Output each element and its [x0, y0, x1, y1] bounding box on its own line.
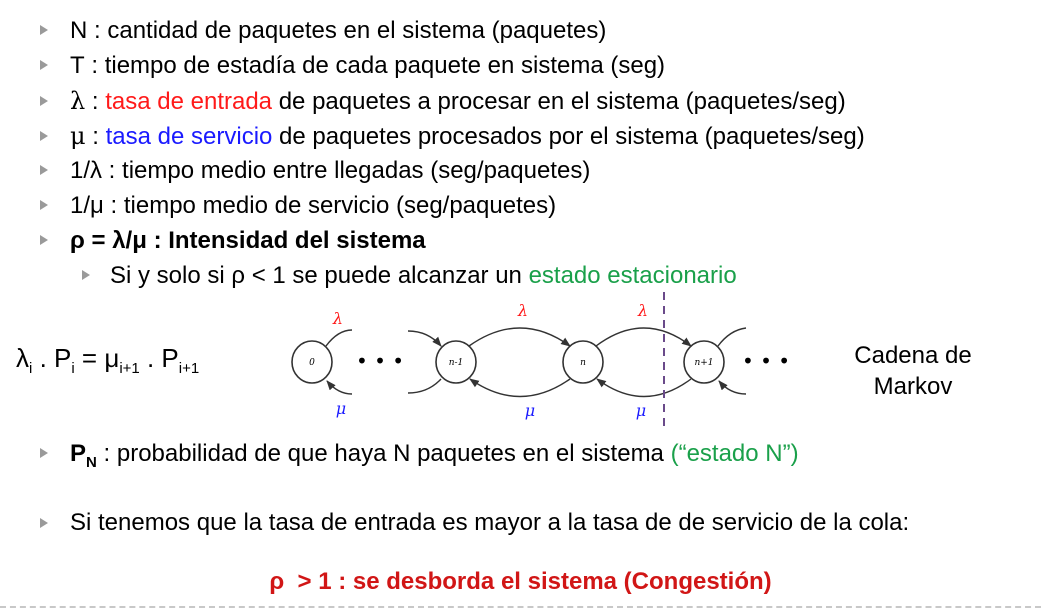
- index-i-plus-1: i+1: [119, 360, 140, 377]
- mu-label: μ: [524, 401, 536, 420]
- formula-part: = μ: [74, 343, 120, 373]
- symbol: T: [70, 52, 85, 79]
- bullet-triangle-icon: [40, 60, 48, 70]
- index-i-plus-1: i+1: [178, 360, 200, 377]
- node-label: n-1: [448, 358, 464, 368]
- bullet-triangle-icon: [82, 270, 90, 280]
- symbol: N: [70, 17, 88, 44]
- bullet-rho: [40, 227, 426, 255]
- definition: cantidad de paquetes en el sistema (paquetes): [107, 17, 607, 44]
- lambda-symbol: λ: [16, 343, 29, 373]
- mu-label: μ: [335, 399, 347, 418]
- bullet-t: [40, 52, 665, 80]
- markov-label-line2: Markov: [873, 373, 953, 400]
- arrow-n-to-n-plus-1: [596, 328, 691, 346]
- definition: de paquetes procesados por el sistema (paquetes/seg): [272, 123, 865, 150]
- definition: de paquetes a procesar en el sistema (paquetes/seg): [272, 88, 846, 115]
- entry-rate-highlight: tasa de entrada: [105, 88, 273, 115]
- formula-part: . P: [139, 343, 179, 373]
- bullet-mu: [40, 122, 865, 151]
- pn-definition: : probabilidad de que haya N paquetes en el sistema: [96, 440, 671, 467]
- congestion-premise: [40, 509, 1000, 536]
- arrow-n-plus-1-out: [718, 328, 746, 346]
- ellipsis-left: • • •: [355, 349, 405, 373]
- bullet-n: [40, 17, 606, 45]
- bullet-triangle-icon: [40, 131, 48, 141]
- bullet-triangle-icon: [40, 518, 48, 528]
- arrow-n-plus-1-to-n: [597, 379, 691, 397]
- bullet-pn: [40, 440, 799, 477]
- separator: :: [85, 88, 106, 115]
- markov-node-n: [563, 341, 603, 383]
- markov-node-0: [292, 341, 332, 383]
- n-subscript: N: [86, 454, 97, 471]
- lambda-label: λ: [517, 301, 529, 320]
- symbol: μ: [70, 122, 86, 150]
- lambda-label: λ: [637, 301, 649, 320]
- formula-part: . P: [32, 343, 72, 373]
- arrow-n-to-n-1: [470, 379, 570, 397]
- separator: :: [84, 52, 105, 79]
- p-letter: P: [70, 440, 87, 467]
- node-label: n+1: [694, 358, 714, 368]
- definition: tiempo medio de servicio (seg/paquetes): [123, 192, 557, 219]
- arrow-n-plus-1-in: [719, 381, 746, 394]
- premise-text: Si tenemos que la tasa de entrada es mayor a la tasa de de servicio de la cola:: [70, 509, 910, 536]
- bullet-triangle-icon: [40, 200, 48, 210]
- bullet-triangle-icon: [40, 165, 48, 175]
- symbol: λ: [70, 87, 86, 115]
- arrow-n-1-to-n: [469, 328, 570, 346]
- mu-label: μ: [635, 401, 647, 420]
- sub-bullet-stationary: [82, 262, 737, 290]
- arrow-out-n-1: [408, 379, 441, 393]
- stationary-state-highlight: estado estacionario: [528, 262, 737, 289]
- arrow-0-out: [326, 330, 352, 346]
- markov-chain-label: [838, 340, 988, 402]
- bullet-inv-lambda: [40, 157, 590, 185]
- node-label: n: [580, 358, 586, 368]
- ellipsis-right: • • •: [741, 349, 791, 373]
- separator: :: [102, 157, 123, 184]
- definition: tiempo medio entre llegadas (seg/paquetes): [122, 157, 591, 184]
- markov-node-n-plus-1: [684, 341, 724, 383]
- bullet-triangle-icon: [40, 448, 48, 458]
- arrow-0-in: [327, 381, 352, 394]
- bullet-triangle-icon: [40, 235, 48, 245]
- state-n-highlight: (“estado N”): [670, 440, 799, 467]
- system-intensity-definition: ρ = λ/μ : Intensidad del sistema: [70, 227, 426, 254]
- markov-chain-diagram: [280, 288, 791, 430]
- bullet-triangle-icon: [40, 25, 48, 35]
- node-label: 0: [309, 358, 315, 368]
- markov-label-line1: Cadena de: [854, 342, 972, 369]
- markov-node-n-1: [436, 341, 476, 383]
- separator: :: [87, 17, 108, 44]
- symbol: 1/λ: [70, 157, 103, 184]
- lambda-label: λ: [332, 309, 344, 328]
- separator: :: [103, 192, 124, 219]
- congestion-conclusion: ρ > 1 : se desborda el sistema (Congestión): [269, 568, 772, 595]
- bullet-lambda: [40, 87, 846, 116]
- stationary-condition: Si y solo si ρ < 1 se puede alcanzar un: [110, 262, 529, 289]
- bullet-inv-mu: [40, 192, 556, 220]
- balance-formula: [16, 343, 199, 384]
- pn-symbol: [70, 440, 97, 477]
- arrow-into-n-1: [408, 331, 441, 346]
- bullet-triangle-icon: [40, 96, 48, 106]
- index-i: i: [29, 360, 33, 377]
- footer-dashed-divider: [0, 606, 1041, 608]
- separator: :: [85, 123, 106, 150]
- symbol: 1/μ: [70, 192, 104, 219]
- index-i: i: [71, 360, 75, 377]
- definition: tiempo de estadía de cada paquete en sistema (seg): [104, 52, 666, 79]
- service-rate-highlight: tasa de servicio: [105, 123, 273, 150]
